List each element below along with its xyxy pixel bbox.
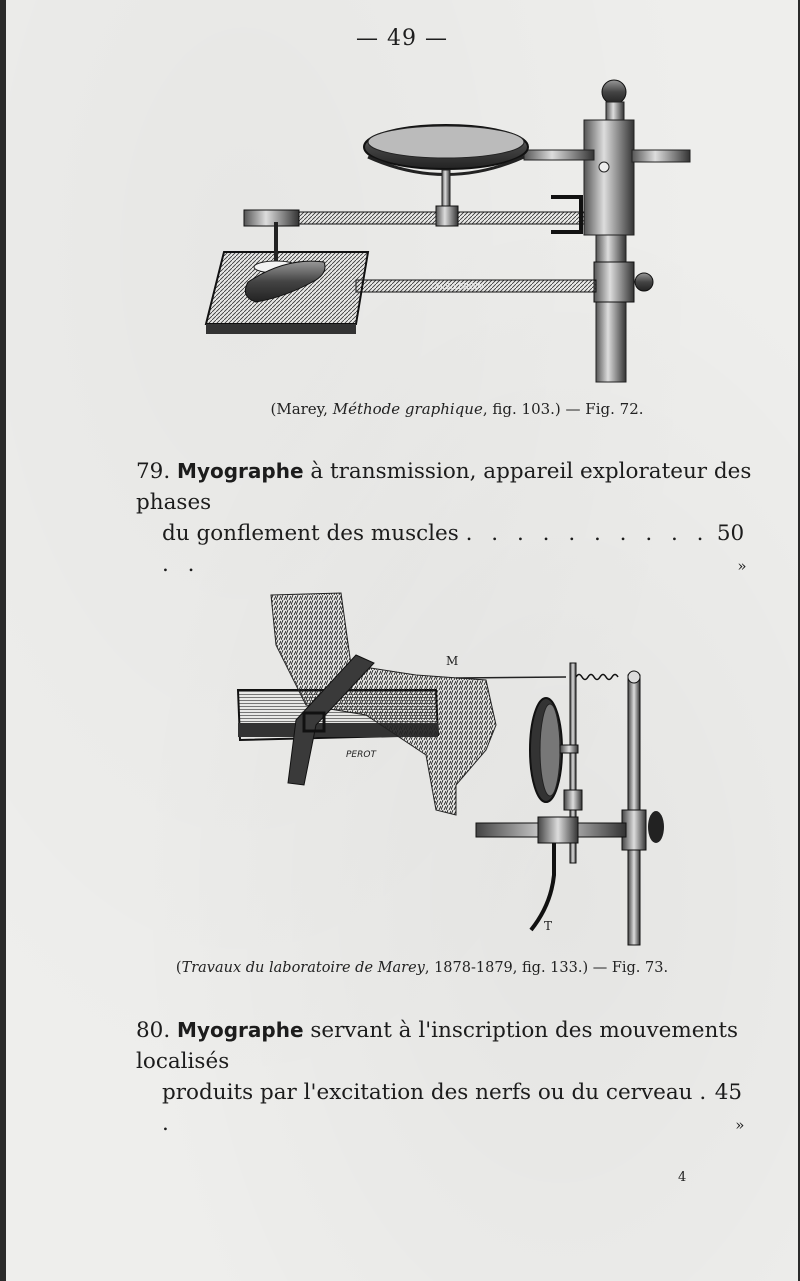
entry-line-2 — [136, 518, 776, 582]
entry-line-1 — [136, 456, 776, 518]
caption-text: ( — [175, 960, 182, 976]
ditto-mark: » — [735, 1116, 745, 1134]
caption-text: (Marey, — [270, 400, 333, 418]
caption-title: Travaux du laboratoire de Marey — [181, 960, 425, 976]
page-number: — 49 — — [356, 26, 448, 51]
dot-leader: . . — [162, 1080, 713, 1136]
page-reference: 50 — [716, 521, 745, 546]
label-m: M — [446, 654, 459, 668]
engraver-signature: PEROT — [346, 750, 376, 760]
label-t: T — [544, 919, 553, 933]
entry-description: à transmission, appareil explorateur des phases — [136, 459, 752, 515]
figure-73-illustration — [156, 585, 756, 950]
entry-term: Myographe — [177, 1018, 304, 1042]
figure-72-illustration — [156, 72, 756, 392]
entry-description-continued: du gonflement des muscles — [162, 521, 459, 546]
catalog-entry-80 — [136, 1015, 776, 1141]
ditto-mark: » — [737, 557, 747, 575]
signature-mark: 4 — [678, 1170, 687, 1185]
figure-73-caption — [26, 960, 798, 976]
caption-text: , fig. 103.) — Fig. 72. — [482, 400, 644, 418]
entry-description: servant à l'inscription des mouvements localisés — [136, 1018, 739, 1074]
caption-title: Méthode graphique — [332, 400, 483, 418]
entry-description-continued: produits par l'excitation des nerfs ou du cerveau — [162, 1080, 693, 1105]
entry-number: 80. — [136, 1018, 171, 1043]
entry-line-2 — [136, 1077, 776, 1141]
myograph-leg-engraving — [156, 585, 756, 950]
caption-text: , 1878-1879, fig. 133.) — Fig. 73. — [424, 960, 669, 976]
entry-line-1 — [136, 1015, 776, 1077]
figure-72-caption — [61, 400, 798, 418]
entry-term: Myographe — [177, 459, 304, 483]
engraver-signature: CH.S.VERDIN — [431, 282, 484, 291]
myograph-engraving — [156, 72, 756, 392]
entry-number: 79. — [136, 459, 171, 484]
book-page — [6, 0, 798, 1281]
catalog-entry-79 — [136, 456, 776, 582]
dot-leader: . . . . . . . . . . . . — [162, 521, 710, 577]
page-reference: 45 — [714, 1080, 743, 1105]
